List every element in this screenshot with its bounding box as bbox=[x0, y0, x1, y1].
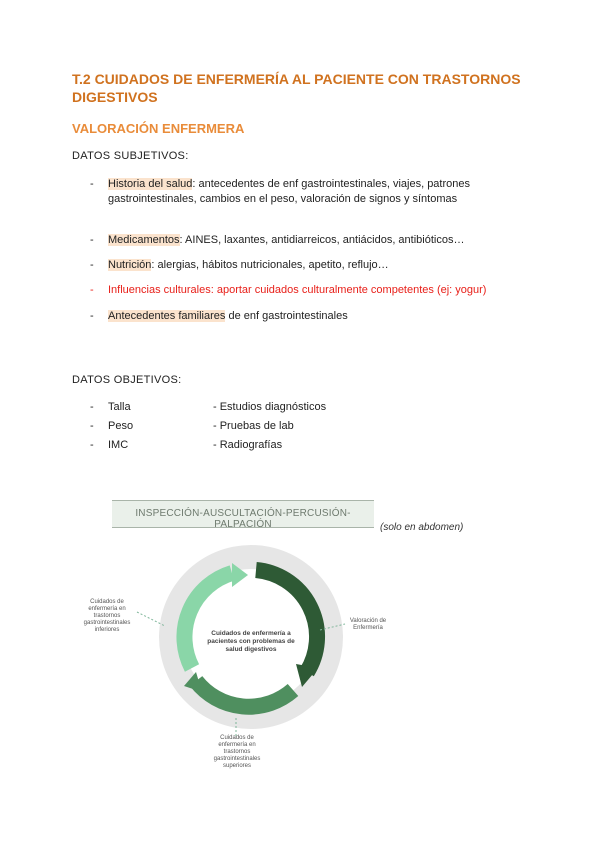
bullet-dash: - bbox=[90, 310, 94, 322]
diagram-bottom-label: Cuidados de enfermería en trastornos gastrointestinales superiores bbox=[213, 735, 261, 769]
exam-techniques-box bbox=[112, 500, 374, 528]
diagram-center-label: Cuidados de enfermería a pacientes con problemas de salud digestivos bbox=[207, 630, 295, 653]
subjective-data-label: DATOS SUBJETIVOS: bbox=[72, 150, 189, 162]
bullet-dash: - bbox=[90, 401, 94, 413]
item-right: - Estudios diagnósticos bbox=[213, 401, 327, 413]
diagram-right-label: Valoración de Enfermería bbox=[349, 618, 387, 631]
item-text: : antecedentes de enf gastrointestinales, viajes, patrones gastrointestinales, cambios en el peso, valoración de signos y síntomas bbox=[108, 178, 470, 205]
bullet-dash: - bbox=[90, 259, 94, 271]
item-text: de enf gastrointestinales bbox=[225, 310, 348, 322]
item-left: Talla bbox=[108, 401, 131, 413]
bullet-dash: - bbox=[90, 284, 94, 296]
section-subtitle: VALORACIÓN ENFERMERA bbox=[72, 121, 245, 136]
item-right: - Pruebas de lab bbox=[213, 420, 294, 432]
highlighted-key: Medicamentos bbox=[108, 234, 180, 246]
exam-note: (solo en abdomen) bbox=[380, 522, 464, 533]
bullet-dash: - bbox=[90, 178, 94, 190]
highlighted-key: Antecedentes familiares bbox=[108, 310, 226, 322]
bullet-dash: - bbox=[90, 439, 94, 451]
item-text: : AINES, laxantes, antidiarreicos, antiácidos, antibióticos… bbox=[179, 234, 465, 246]
bullet-dash: - bbox=[90, 420, 94, 432]
highlighted-key: Historia del salud bbox=[108, 178, 193, 190]
highlighted-key: Nutrición bbox=[108, 259, 152, 271]
bullet-dash: - bbox=[90, 234, 94, 246]
item-text: : alergias, hábitos nutricionales, apetito, reflujo… bbox=[151, 259, 389, 271]
diagram-left-label: Cuidados de enfermería en trastornos gastrointestinales inferiores bbox=[83, 599, 131, 633]
item-left: Peso bbox=[108, 420, 134, 432]
objective-data-label: DATOS OBJETIVOS: bbox=[72, 374, 182, 386]
item-left: IMC bbox=[108, 439, 129, 451]
page-title: T.2 CUIDADOS DE ENFERMERÍA AL PACIENTE CON TRASTORNOS DIGESTIVOS bbox=[72, 71, 521, 105]
item-text: Influencias culturales: aportar cuidados culturalmente competentes (ej: yogur) bbox=[108, 284, 487, 296]
item-right: - Radiografías bbox=[213, 439, 283, 451]
care-cycle-diagram bbox=[0, 540, 600, 780]
exam-techniques-text: INSPECCIÓN-AUSCULTACIÓN-PERCUSIÓN-PALPACIÓN bbox=[135, 508, 351, 530]
